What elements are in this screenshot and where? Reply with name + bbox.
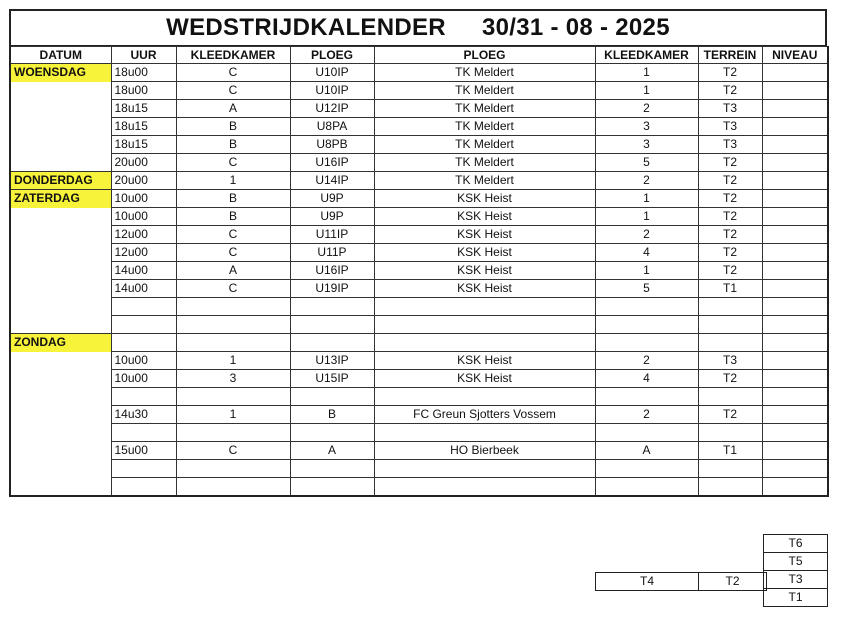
datum-cell xyxy=(10,118,111,136)
table-row xyxy=(10,100,828,118)
ploeg-home-cell: U14IP xyxy=(290,172,374,190)
niveau-cell xyxy=(762,226,828,244)
legend-cell: T3 xyxy=(764,571,828,589)
uur-cell: 14u00 xyxy=(111,280,176,298)
ploeg-home-cell xyxy=(290,424,374,442)
ploeg-home-cell: A xyxy=(290,442,374,460)
ploeg-away-cell: KSK Heist xyxy=(374,226,595,244)
terrein-cell: T2 xyxy=(698,64,762,82)
uur-cell xyxy=(111,460,176,478)
datum-cell xyxy=(10,316,111,334)
uur-cell xyxy=(111,334,176,352)
terrein-cell: T3 xyxy=(698,352,762,370)
kleedkamer-home-cell xyxy=(176,424,290,442)
terrein-cell: T3 xyxy=(698,100,762,118)
title-text: WEDSTRIJDKALENDER xyxy=(166,14,446,41)
niveau-cell xyxy=(762,190,828,208)
kleedkamer-home-cell: A xyxy=(176,262,290,280)
table-row xyxy=(10,370,828,388)
uur-cell: 18u00 xyxy=(111,82,176,100)
uur-cell: 18u00 xyxy=(111,64,176,82)
table-row xyxy=(10,154,828,172)
kleedkamer-home-cell: C xyxy=(176,244,290,262)
kleedkamer-home-cell xyxy=(176,316,290,334)
kleedkamer-away-cell: 1 xyxy=(595,82,698,100)
ploeg-away-cell: TK Meldert xyxy=(374,82,595,100)
niveau-cell xyxy=(762,388,828,406)
kleedkamer-away-cell: 2 xyxy=(595,172,698,190)
niveau-cell xyxy=(762,298,828,316)
kleedkamer-away-cell: 1 xyxy=(595,190,698,208)
kleedkamer-home-cell xyxy=(176,388,290,406)
niveau-cell xyxy=(762,262,828,280)
niveau-cell xyxy=(762,208,828,226)
header-row xyxy=(10,47,828,64)
ploeg-home-cell: U16IP xyxy=(290,154,374,172)
terrain-legend-row xyxy=(595,572,767,591)
ploeg-away-cell: KSK Heist xyxy=(374,208,595,226)
kleedkamer-away-cell: 1 xyxy=(595,64,698,82)
kleedkamer-home-cell xyxy=(176,334,290,352)
niveau-cell xyxy=(762,442,828,460)
kleedkamer-home-cell xyxy=(176,478,290,497)
kleedkamer-home-cell: B xyxy=(176,136,290,154)
legend-cell: T5 xyxy=(764,553,828,571)
uur-cell: 12u00 xyxy=(111,226,176,244)
ploeg-home-cell xyxy=(290,388,374,406)
ploeg-home-cell: U8PB xyxy=(290,136,374,154)
uur-cell: 10u00 xyxy=(111,352,176,370)
ploeg-home-cell: U11P xyxy=(290,244,374,262)
niveau-cell xyxy=(762,280,828,298)
legend-cell: T1 xyxy=(764,589,828,607)
ploeg-away-cell xyxy=(374,424,595,442)
kleedkamer-away-cell xyxy=(595,388,698,406)
ploeg-home-cell xyxy=(290,298,374,316)
kleedkamer-home-cell: 1 xyxy=(176,172,290,190)
datum-cell xyxy=(10,424,111,442)
ploeg-away-cell: FC Greun Sjotters Vossem xyxy=(374,406,595,424)
niveau-cell xyxy=(762,64,828,82)
uur-cell: 18u15 xyxy=(111,136,176,154)
uur-cell: 14u00 xyxy=(111,262,176,280)
terrain-legend-stack xyxy=(763,534,828,607)
ploeg-away-cell xyxy=(374,334,595,352)
niveau-cell xyxy=(762,172,828,190)
ploeg-home-cell: U12IP xyxy=(290,100,374,118)
ploeg-away-cell: KSK Heist xyxy=(374,244,595,262)
legend-cell: T4 xyxy=(596,573,699,591)
kleedkamer-home-cell: 3 xyxy=(176,370,290,388)
terrein-cell: T2 xyxy=(698,82,762,100)
kleedkamer-away-cell xyxy=(595,334,698,352)
title-date: 30/31 - 08 - 2025 xyxy=(481,14,670,41)
kleedkamer-home-cell: C xyxy=(176,442,290,460)
kleedkamer-home-cell: 1 xyxy=(176,406,290,424)
datum-cell xyxy=(10,352,111,370)
datum-cell xyxy=(10,280,111,298)
table-row xyxy=(10,388,828,406)
terrein-cell xyxy=(698,316,762,334)
terrein-cell: T2 xyxy=(698,208,762,226)
datum-cell xyxy=(10,460,111,478)
datum-cell xyxy=(10,478,111,497)
terrein-cell: T3 xyxy=(698,136,762,154)
niveau-cell xyxy=(762,154,828,172)
niveau-cell xyxy=(762,424,828,442)
datum-cell xyxy=(10,262,111,280)
kleedkamer-away-cell: 2 xyxy=(595,406,698,424)
niveau-cell xyxy=(762,136,828,154)
kleedkamer-home-cell: 1 xyxy=(176,352,290,370)
terrein-cell: T2 xyxy=(698,244,762,262)
kleedkamer-away-cell: 2 xyxy=(595,100,698,118)
niveau-cell xyxy=(762,460,828,478)
niveau-cell xyxy=(762,118,828,136)
kleedkamer-home-cell: A xyxy=(176,100,290,118)
ploeg-home-cell: U16IP xyxy=(290,262,374,280)
ploeg-home-cell: U10IP xyxy=(290,64,374,82)
uur-cell xyxy=(111,316,176,334)
uur-cell xyxy=(111,478,176,497)
terrein-cell: T2 xyxy=(698,406,762,424)
header-ploeg-away: PLOEG xyxy=(374,47,595,64)
datum-cell xyxy=(10,370,111,388)
ploeg-home-cell: B xyxy=(290,406,374,424)
kleedkamer-away-cell: 1 xyxy=(595,208,698,226)
table-row xyxy=(10,442,828,460)
kleedkamer-home-cell xyxy=(176,298,290,316)
datum-cell xyxy=(10,154,111,172)
uur-cell xyxy=(111,298,176,316)
terrein-cell xyxy=(698,388,762,406)
table-row xyxy=(10,316,828,334)
ploeg-away-cell: TK Meldert xyxy=(374,64,595,82)
ploeg-home-cell xyxy=(290,316,374,334)
header-terrein: TERREIN xyxy=(698,47,762,64)
uur-cell: 20u00 xyxy=(111,154,176,172)
ploeg-away-cell: TK Meldert xyxy=(374,118,595,136)
table-row xyxy=(10,280,828,298)
datum-cell xyxy=(10,208,111,226)
table-row xyxy=(10,424,828,442)
ploeg-home-cell xyxy=(290,460,374,478)
ploeg-home-cell: U13IP xyxy=(290,352,374,370)
table-row xyxy=(10,298,828,316)
uur-cell: 18u15 xyxy=(111,100,176,118)
terrein-cell: T2 xyxy=(698,226,762,244)
ploeg-home-cell: U11IP xyxy=(290,226,374,244)
datum-cell xyxy=(10,406,111,424)
kleedkamer-away-cell xyxy=(595,460,698,478)
ploeg-home-cell: U9P xyxy=(290,190,374,208)
ploeg-home-cell: U15IP xyxy=(290,370,374,388)
kleedkamer-away-cell: 4 xyxy=(595,370,698,388)
legend-cell: T6 xyxy=(764,535,828,553)
ploeg-away-cell: KSK Heist xyxy=(374,190,595,208)
table-row xyxy=(10,244,828,262)
uur-cell: 14u30 xyxy=(111,406,176,424)
datum-cell xyxy=(10,388,111,406)
header-kleedkamer-home: KLEEDKAMER xyxy=(176,47,290,64)
kleedkamer-away-cell: 3 xyxy=(595,136,698,154)
terrein-cell xyxy=(698,334,762,352)
kleedkamer-away-cell: A xyxy=(595,442,698,460)
kleedkamer-away-cell xyxy=(595,316,698,334)
header-ploeg-home: PLOEG xyxy=(290,47,374,64)
ploeg-home-cell xyxy=(290,334,374,352)
table-row xyxy=(10,172,828,190)
kleedkamer-home-cell: C xyxy=(176,154,290,172)
ploeg-away-cell: HO Bierbeek xyxy=(374,442,595,460)
kleedkamer-home-cell: B xyxy=(176,118,290,136)
kleedkamer-home-cell: B xyxy=(176,190,290,208)
calendar-title xyxy=(9,9,827,46)
kleedkamer-home-cell: C xyxy=(176,82,290,100)
terrein-cell xyxy=(698,424,762,442)
datum-cell xyxy=(10,136,111,154)
ploeg-home-cell xyxy=(290,478,374,497)
table-row xyxy=(10,352,828,370)
kleedkamer-home-cell: C xyxy=(176,280,290,298)
terrein-cell xyxy=(698,478,762,497)
table-row xyxy=(10,478,828,497)
table-row xyxy=(10,406,828,424)
table-row xyxy=(10,460,828,478)
table-row xyxy=(10,334,828,352)
ploeg-away-cell: KSK Heist xyxy=(374,370,595,388)
niveau-cell xyxy=(762,316,828,334)
ploeg-away-cell: TK Meldert xyxy=(374,136,595,154)
uur-cell xyxy=(111,388,176,406)
uur-cell: 12u00 xyxy=(111,244,176,262)
niveau-cell xyxy=(762,406,828,424)
kleedkamer-away-cell: 2 xyxy=(595,226,698,244)
niveau-cell xyxy=(762,370,828,388)
terrein-cell: T3 xyxy=(698,118,762,136)
legend-cell: T2 xyxy=(699,573,767,591)
datum-cell xyxy=(10,442,111,460)
ploeg-home-cell: U19IP xyxy=(290,280,374,298)
terrein-cell: T2 xyxy=(698,190,762,208)
kleedkamer-away-cell: 5 xyxy=(595,280,698,298)
ploeg-home-cell: U9P xyxy=(290,208,374,226)
header-kleedkamer-away: KLEEDKAMER xyxy=(595,47,698,64)
terrein-cell: T2 xyxy=(698,172,762,190)
terrein-cell xyxy=(698,298,762,316)
uur-cell: 10u00 xyxy=(111,190,176,208)
uur-cell: 10u00 xyxy=(111,208,176,226)
kleedkamer-home-cell: C xyxy=(176,226,290,244)
ploeg-away-cell: TK Meldert xyxy=(374,100,595,118)
ploeg-away-cell: TK Meldert xyxy=(374,172,595,190)
datum-cell: DONDERDAG xyxy=(10,172,111,190)
terrein-cell: T2 xyxy=(698,262,762,280)
ploeg-away-cell xyxy=(374,460,595,478)
kleedkamer-home-cell: C xyxy=(176,64,290,82)
table-row xyxy=(10,226,828,244)
table-row xyxy=(10,82,828,100)
datum-cell: ZONDAG xyxy=(10,334,111,352)
datum-cell xyxy=(10,100,111,118)
niveau-cell xyxy=(762,478,828,497)
datum-cell xyxy=(10,244,111,262)
niveau-cell xyxy=(762,352,828,370)
kleedkamer-away-cell xyxy=(595,478,698,497)
table-row xyxy=(10,190,828,208)
ploeg-home-cell: U8PA xyxy=(290,118,374,136)
datum-cell: WOENSDAG xyxy=(10,64,111,82)
kleedkamer-home-cell xyxy=(176,460,290,478)
kleedkamer-away-cell: 3 xyxy=(595,118,698,136)
terrein-cell: T2 xyxy=(698,370,762,388)
ploeg-away-cell: KSK Heist xyxy=(374,262,595,280)
uur-cell: 20u00 xyxy=(111,172,176,190)
terrein-cell xyxy=(698,460,762,478)
datum-cell xyxy=(10,298,111,316)
kleedkamer-away-cell: 2 xyxy=(595,352,698,370)
table-row xyxy=(10,64,828,82)
ploeg-away-cell xyxy=(374,388,595,406)
ploeg-away-cell: KSK Heist xyxy=(374,352,595,370)
uur-cell xyxy=(111,424,176,442)
niveau-cell xyxy=(762,334,828,352)
ploeg-away-cell xyxy=(374,316,595,334)
ploeg-away-cell: KSK Heist xyxy=(374,280,595,298)
ploeg-away-cell: TK Meldert xyxy=(374,154,595,172)
table-row xyxy=(10,262,828,280)
match-calendar-sheet xyxy=(9,9,827,497)
kleedkamer-away-cell: 4 xyxy=(595,244,698,262)
table-row xyxy=(10,136,828,154)
uur-cell: 18u15 xyxy=(111,118,176,136)
kleedkamer-away-cell: 1 xyxy=(595,262,698,280)
niveau-cell xyxy=(762,244,828,262)
header-datum: DATUM xyxy=(10,47,111,64)
terrein-cell: T1 xyxy=(698,442,762,460)
uur-cell: 10u00 xyxy=(111,370,176,388)
table-row xyxy=(10,118,828,136)
kleedkamer-home-cell: B xyxy=(176,208,290,226)
datum-cell: ZATERDAG xyxy=(10,190,111,208)
datum-cell xyxy=(10,82,111,100)
header-uur: UUR xyxy=(111,47,176,64)
header-niveau: NIVEAU xyxy=(762,47,828,64)
terrein-cell: T1 xyxy=(698,280,762,298)
niveau-cell xyxy=(762,82,828,100)
ploeg-away-cell xyxy=(374,298,595,316)
match-table xyxy=(9,46,829,497)
uur-cell: 15u00 xyxy=(111,442,176,460)
datum-cell xyxy=(10,226,111,244)
kleedkamer-away-cell: 5 xyxy=(595,154,698,172)
kleedkamer-away-cell xyxy=(595,424,698,442)
terrein-cell: T2 xyxy=(698,154,762,172)
table-row xyxy=(10,208,828,226)
ploeg-away-cell xyxy=(374,478,595,497)
niveau-cell xyxy=(762,100,828,118)
ploeg-home-cell: U10IP xyxy=(290,82,374,100)
kleedkamer-away-cell xyxy=(595,298,698,316)
